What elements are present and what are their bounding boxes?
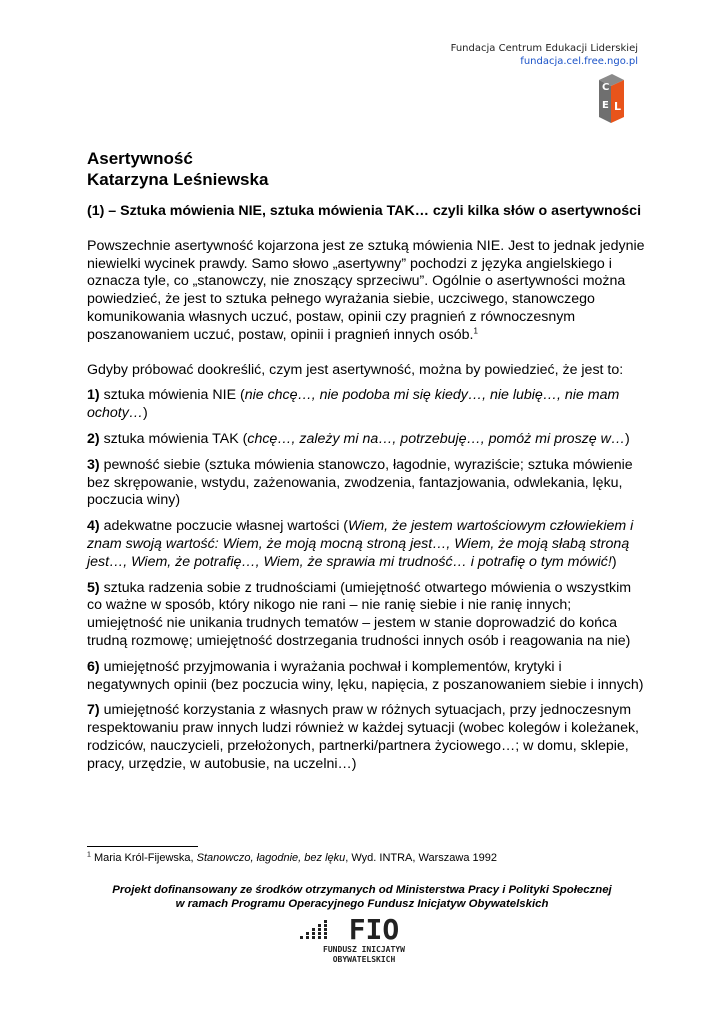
item-number: 6) xyxy=(87,658,100,675)
item-number: 7) xyxy=(87,702,100,719)
footnote-publisher: , Wyd. INTRA, Warszawa 1992 xyxy=(345,852,497,864)
item-italic: chcę…, zależy mi na…, potrzebuję…, pomóż mi proszę w… xyxy=(247,430,626,447)
funding-line-1: Projekt dofinansowany ze środków otrzymanych od Ministerstwa Pracy i Polityki Społecznej xyxy=(112,884,612,896)
list-item-7 xyxy=(87,702,647,773)
list-item-6 xyxy=(87,659,647,695)
item-text: umiejętność przyjmowania i wyrażania pochwał i komplementów, krytyki i negatywnych opinii (bez poczucia winy, lęku, napięcia, z poszanowaniem siebie i innych) xyxy=(87,658,644,693)
header-organization xyxy=(451,42,638,68)
item-tail: ) xyxy=(611,553,617,570)
fio-tagline-1: FUNDUSZ INICJATYW xyxy=(323,945,405,954)
item-tail: ) xyxy=(143,405,148,422)
logo-letter-e: E xyxy=(602,100,609,111)
fio-dots-icon xyxy=(300,920,327,939)
list-item-1 xyxy=(87,387,647,423)
funding-line-2: w ramach Programu Operacyjnego Fundusz Inicjatyw Obywatelskich xyxy=(175,898,549,910)
document-title xyxy=(87,148,268,190)
footnote-divider xyxy=(87,846,198,847)
item-italic: nie chcę…, nie podoba mi się kiedy…, nie lubię…, nie mam ochoty… xyxy=(87,387,620,422)
item-text: sztuka mówienia TAK ( xyxy=(99,430,248,447)
list-item-5 xyxy=(87,580,647,651)
intro-paragraph xyxy=(87,238,647,345)
item-text: adekwatne poczucie własnej wartości ( xyxy=(99,518,349,535)
item-number: 3) xyxy=(87,456,100,473)
item-text: umiejętność korzystania z własnych praw w różnych sytuacjach, przy jednoczesnym respektowaniu praw innych ludzi również w każdej sytuacji (wobec kolegów i koleżanek, rodziców, nauczycieli, przełożonych, partnerki/partnera życiowego…; w domu, sklepie, pracy, urzędzie, w autobusie, na uczelni…) xyxy=(87,702,640,772)
item-italic: Wiem, że jestem wartościowym człowiekiem i znam swoją wartość: Wiem, że moją mocną stroną jest…, Wiem, że moją słabą stroną jest…, Wiem, że potrafię…, Wiem, że sprawia mi trudność… i potrafię o tym mówić! xyxy=(87,518,634,570)
fio-tagline-2: OBYWATELSKICH xyxy=(332,955,396,964)
cel-logo xyxy=(582,74,640,124)
item-number: 5) xyxy=(87,579,100,596)
intro-text: Powszechnie asertywność kojarzona jest ze sztuką mówienia NIE. Jest to jednak jedynie niewielki wycinek prawdy. Samo słowo „asertywny” pochodzi z języka angielskiego i oznacza tyle, co „stanowczy, nie znoszący sprzeciwu”. Ogólnie o asertywności można powiedzieć, że jest to sztuka pełnego wyrażania siebie, uczciwego, stanowczego komunikowania własnych uczuć, postaw, opinii czy pragnień z równoczesnym poszanowaniem uczuć, postaw, opinii i pragnień innych osób. xyxy=(87,237,645,343)
funding-notice xyxy=(0,883,724,911)
title-topic: Asertywność xyxy=(87,149,193,168)
footnote-ref: 1 xyxy=(473,326,478,336)
item-text: sztuka radzenia sobie z trudnościami (umiejętność otwartego mówienia o wszystkim co ważne w sposób, który nikogo nie rani – nie ranię siebie i nie ranię innych; umiejętność nie unikania trudnych tematów – jestem w stanie doprowadzić do końca trudną rozmowę; umiejętność dostrzegania trudności innych osób i reagowania na nie) xyxy=(87,579,632,649)
lead-paragraph: Gdyby próbować dookreślić, czym jest asertywność, można by powiedzieć, że jest to: xyxy=(87,361,624,378)
list-item-3 xyxy=(87,457,647,510)
item-number: 2) xyxy=(87,430,100,447)
footnote xyxy=(87,851,497,865)
item-text: sztuka mówienia NIE ( xyxy=(99,387,245,404)
item-number: 4) xyxy=(87,518,100,535)
item-text: pewność siebie (sztuka mówienia stanowczo, łagodnie, wyraziście; sztuka mówienie bez skrępowanie, wstydu, zażenowania, zwodzenia, fantazjowania, odwlekania, lęku, poczucia winy) xyxy=(87,456,633,509)
list-item-4 xyxy=(87,518,647,571)
fio-wordmark: FIO xyxy=(348,913,400,946)
title-author: Katarzyna Leśniewska xyxy=(87,170,269,189)
footnote-number: 1 xyxy=(87,851,91,859)
list-item-2 xyxy=(87,431,647,449)
footnote-author: Maria Król-Fijewska, xyxy=(90,852,197,864)
item-number: 1) xyxy=(87,387,100,404)
org-name: Fundacja Centrum Edukacji Liderskiej xyxy=(450,43,638,54)
footnote-book-title: Stanowczo, łagodnie, bez lęku xyxy=(196,852,346,864)
article-body xyxy=(87,203,647,782)
org-url-link[interactable]: fundacja.cel.free.ngo.pl xyxy=(520,56,638,67)
item-tail: ) xyxy=(625,430,630,447)
fio-logo xyxy=(296,912,432,964)
section-subtitle: (1) – Sztuka mówienia NIE, sztuka mówienia TAK… czyli kilka słów o asertywności xyxy=(87,203,642,219)
logo-letter-l: L xyxy=(614,100,622,113)
logo-letter-c: C xyxy=(602,82,610,93)
